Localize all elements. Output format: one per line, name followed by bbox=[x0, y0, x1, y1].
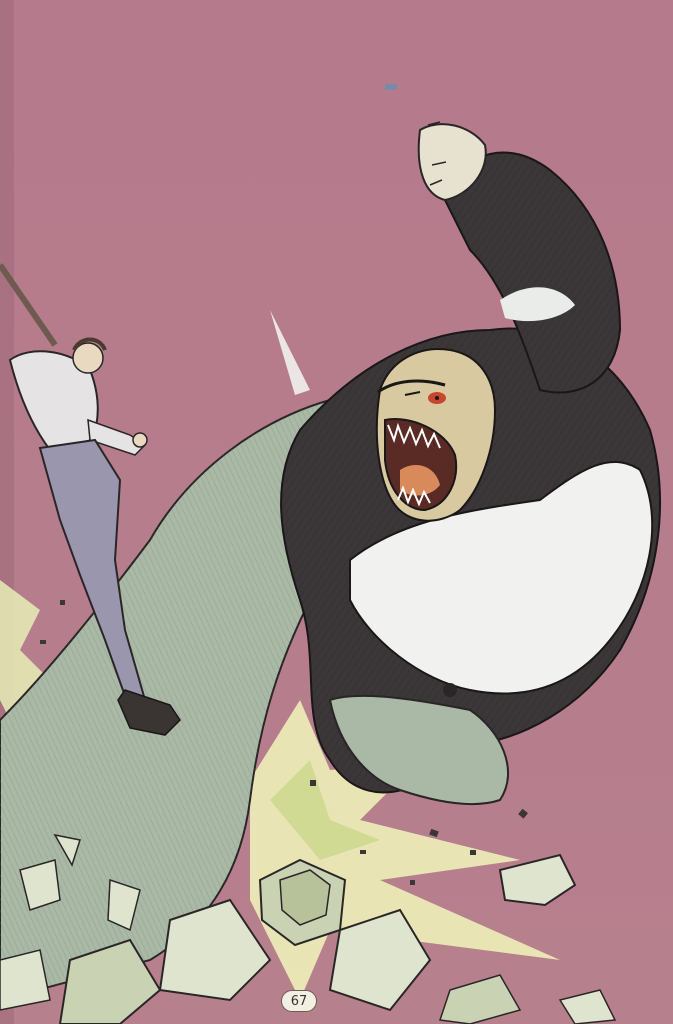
page-number: 67 bbox=[281, 990, 317, 1012]
